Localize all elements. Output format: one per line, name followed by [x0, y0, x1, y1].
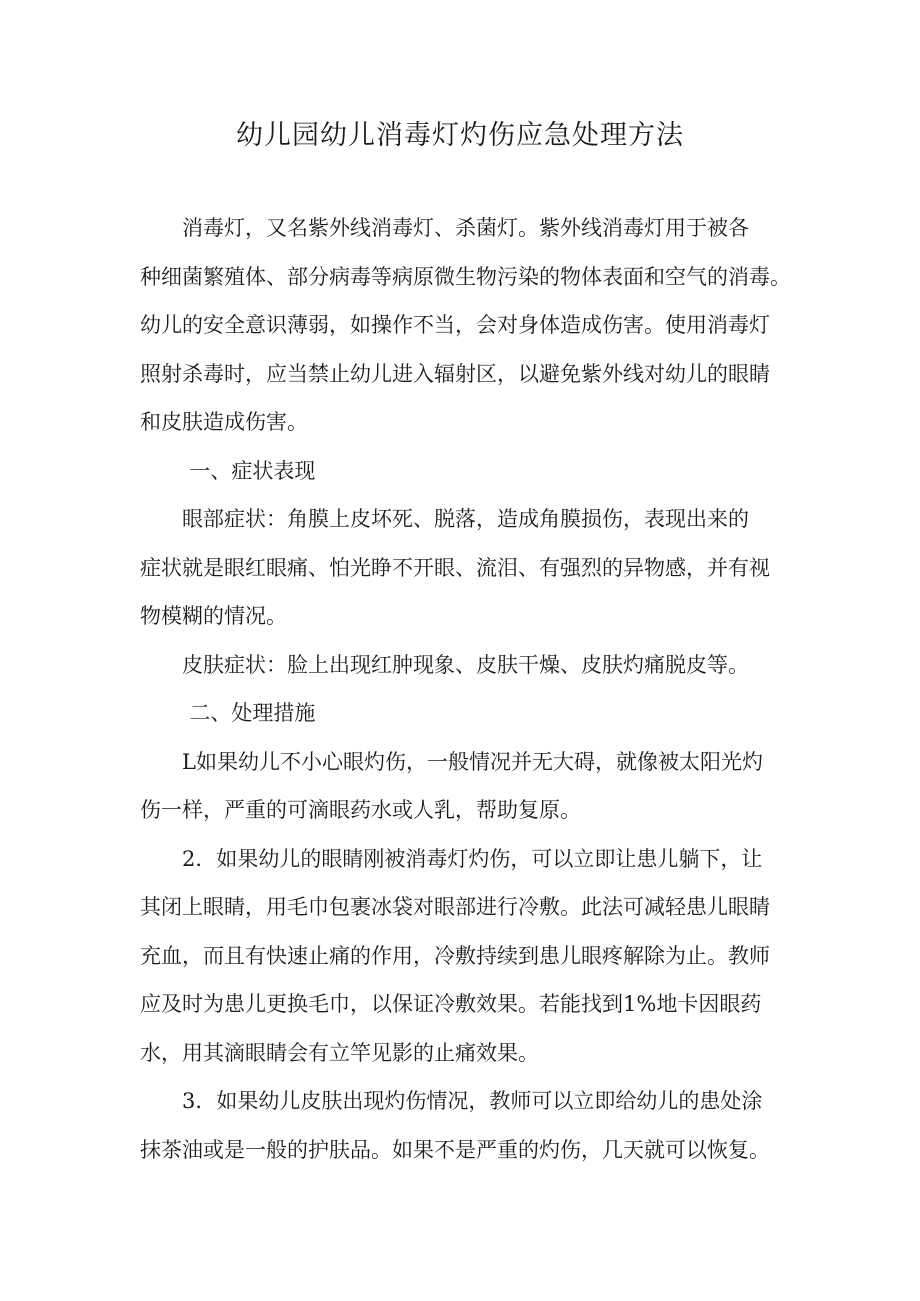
intro-line: 消毒灯，又名紫外线消毒灯、杀菌灯。紫外线消毒灯用于被各: [182, 216, 749, 240]
eye-symptoms-paragraph: [140, 495, 783, 641]
intro-paragraph: [140, 204, 791, 447]
eye-symptoms-line: 物模糊的情况。: [140, 604, 287, 628]
eye-symptoms-line: 症状就是眼红眼痛、怕光睁不开眼、流泪、有强烈的异物感，并有视: [140, 555, 770, 580]
skin-symptoms-paragraph: [140, 641, 783, 690]
treatment-item-2-line: 水，用其滴眼睛会有立竿见影的止痛效果。: [140, 1040, 539, 1065]
treatment-item-2-line: 其闭上眼睛，用毛巾包裹冰袋对眼部进行冷敷。此法可减轻患儿眼睛: [140, 895, 770, 919]
document-title: 幼儿园幼儿消毒灯灼伤应急处理方法: [236, 120, 684, 151]
eye-symptoms-line: 眼部症状：角膜上皮坏死、脱落，造成角膜损伤，表现出来的: [182, 507, 749, 531]
intro-line: 种细菌繁殖体、部分病毒等病原微生物污染的物体表面和空气的消毒。: [140, 264, 791, 289]
treatment-item-3: [140, 1077, 783, 1174]
treatment-item-2-line: 应及时为患儿更换毛巾，以保证冷敷效果。若能找到1%地卡因眼药: [140, 992, 762, 1016]
section-heading-treatment: 二、处理措施: [189, 701, 316, 725]
intro-line: 和皮肤造成伤害。: [140, 410, 308, 434]
section-heading-symptoms: 一、症状表现: [189, 458, 316, 483]
treatment-item-2-line: 充血，而且有快速止痛的作用，冷敷持续到患儿眼疼解除为止。教师: [140, 943, 770, 968]
treatment-item-1-line: 伤一样，严重的可滴眼药水或人乳，帮助复原。: [140, 798, 581, 822]
treatment-item-1-line: L如果幼儿不小心眼灼伤，一般情况并无大碍，就像被太阳光灼: [182, 749, 763, 774]
treatment-item-2-line: 2．如果幼儿的眼睛刚被消毒灯灼伤，可以立即让患儿躺下，让: [182, 846, 763, 871]
intro-line: 幼儿的安全意识薄弱，如操作不当，会对身体造成伤害。使用消毒灯: [140, 313, 770, 337]
treatment-item-1: [140, 738, 783, 835]
treatment-item-3-line: 3．如果幼儿皮肤出现灼伤情况，教师可以立即给幼儿的患处涂: [182, 1089, 763, 1113]
treatment-item-2: [140, 835, 783, 1078]
skin-symptoms-line: 皮肤症状：脸上出现红肿现象、皮肤干燥、皮肤灼痛脱皮等。: [182, 652, 749, 677]
document-body: [140, 204, 791, 1174]
treatment-item-3-line: 抹茶油或是一般的护肤品。如果不是严重的灼伤，几天就可以恢复。: [140, 1137, 770, 1162]
intro-line: 照射杀毒时，应当禁止幼儿进入辐射区，以避免紫外线对幼儿的眼睛: [140, 361, 770, 386]
